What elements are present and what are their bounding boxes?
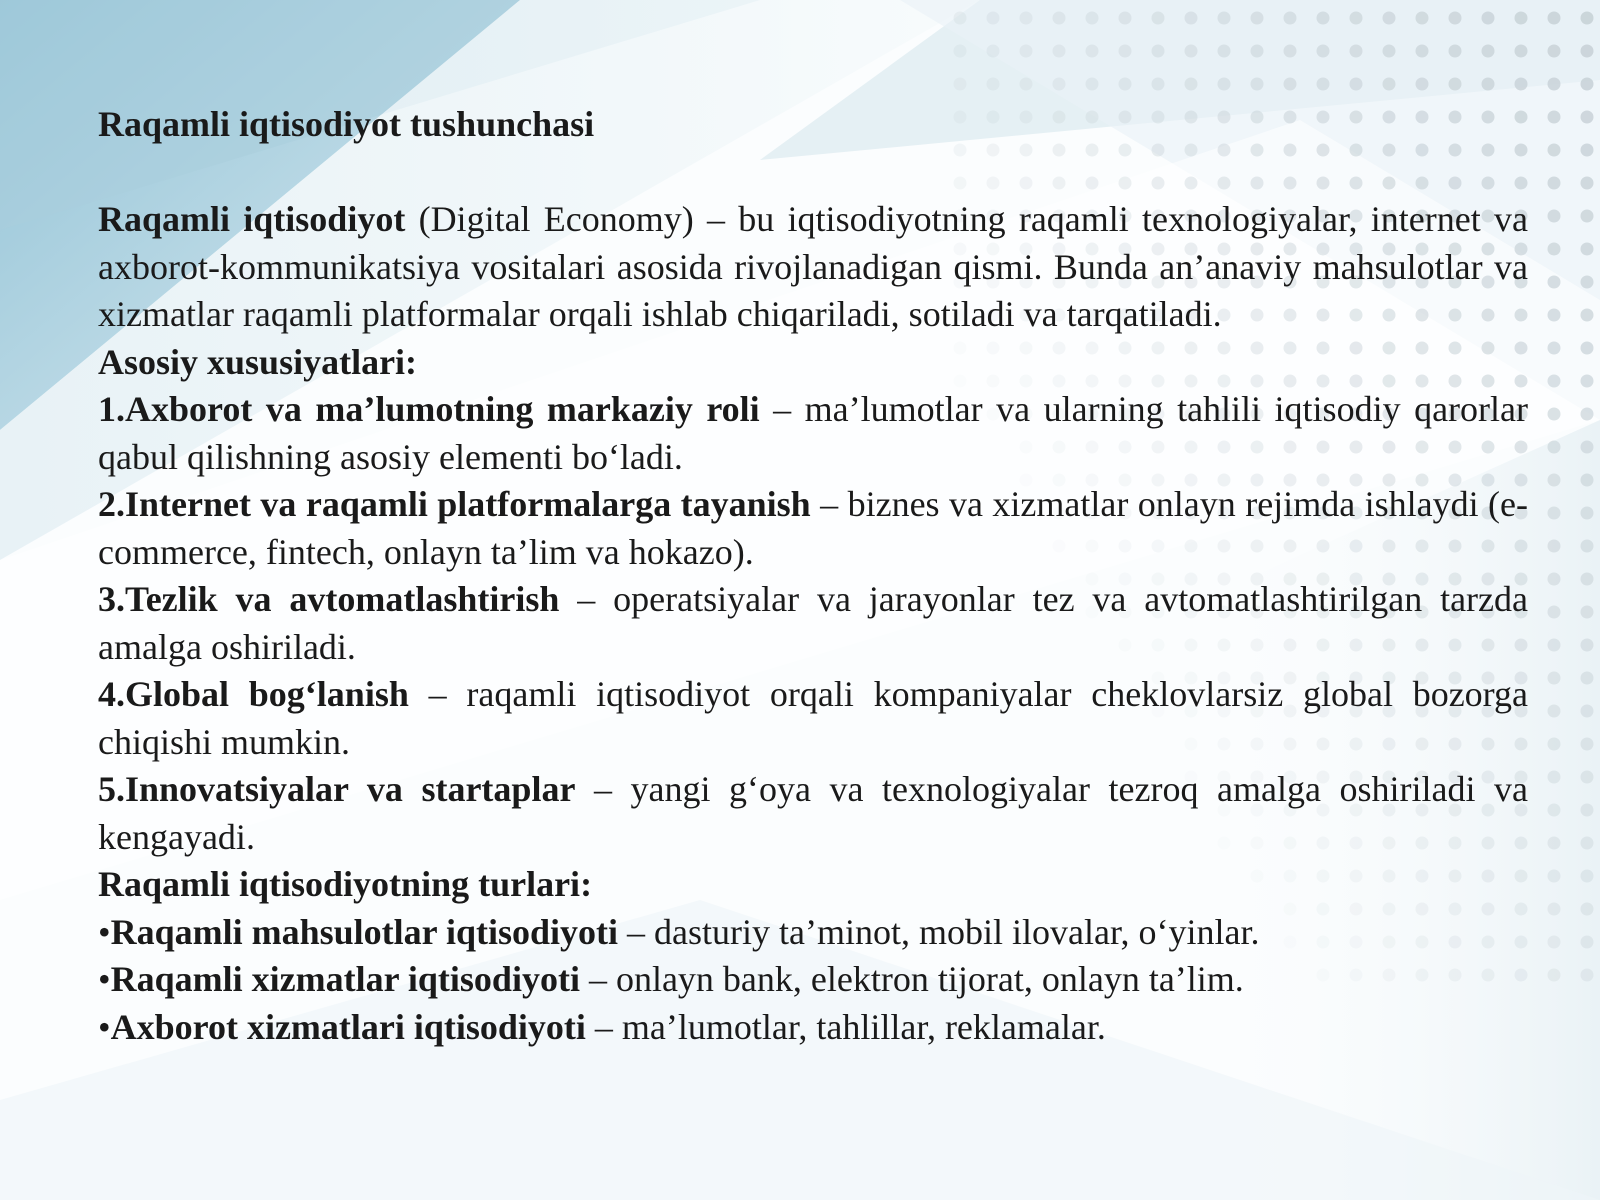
decor-dot — [1548, 243, 1561, 256]
decor-dot — [1581, 573, 1594, 586]
decor-dot — [1482, 12, 1495, 25]
decor-dot — [1581, 45, 1594, 58]
decor-dot — [1581, 969, 1594, 982]
decor-dot — [1581, 870, 1594, 883]
decor-dot — [954, 12, 967, 25]
decor-dot — [1515, 45, 1528, 58]
slide-title: Raqamli iqtisodiyot tushunchasi — [98, 104, 595, 144]
decor-dot — [1515, 78, 1528, 91]
decor-dot — [1251, 45, 1264, 58]
decor-dot — [1581, 507, 1594, 520]
decor-dot — [1548, 276, 1561, 289]
decor-dot — [1581, 177, 1594, 190]
decor-dot — [1548, 837, 1561, 850]
decor-dot — [1581, 639, 1594, 652]
decor-dot — [1581, 111, 1594, 124]
decor-dot — [1548, 309, 1561, 322]
decor-dot — [1086, 45, 1099, 58]
decor-dot — [1581, 606, 1594, 619]
decor-dot — [1251, 78, 1264, 91]
decor-dot — [1053, 78, 1066, 91]
decor-dot — [1581, 903, 1594, 916]
decor-dot — [1581, 738, 1594, 751]
decor-dot — [1020, 12, 1033, 25]
decor-dot — [1416, 78, 1429, 91]
feature-item — [98, 766, 1528, 861]
decor-dot — [1548, 507, 1561, 520]
feature-term: 4.Global bog‘lanish — [98, 674, 409, 714]
decor-dot — [1548, 969, 1561, 982]
decor-dot — [987, 12, 1000, 25]
decor-dot — [1581, 672, 1594, 685]
decor-dot — [1185, 78, 1198, 91]
decor-dot — [1383, 45, 1396, 58]
decor-dot — [1152, 45, 1165, 58]
decor-dot — [1449, 45, 1462, 58]
decor-dot — [1548, 738, 1561, 751]
decor-dot — [1482, 78, 1495, 91]
decor-dot — [1581, 78, 1594, 91]
decor-dot — [1020, 78, 1033, 91]
decor-dot — [1548, 573, 1561, 586]
decor-dot — [1548, 408, 1561, 421]
decor-dot — [1581, 540, 1594, 553]
type-text: – onlayn bank, elektron tijorat, onlayn ta’lim. — [579, 959, 1244, 999]
decor-dot — [1086, 12, 1099, 25]
decor-dot — [1581, 771, 1594, 784]
decor-dot — [1317, 45, 1330, 58]
decor-dot — [1053, 45, 1066, 58]
decor-dot — [1317, 12, 1330, 25]
decor-dot — [1548, 144, 1561, 157]
type-term: Axborot xizmatlari iqtisodiyoti — [110, 1006, 586, 1047]
type-term: Raqamli mahsulotlar iqtisodiyoti — [110, 911, 619, 952]
slide-content — [98, 100, 1528, 1051]
decor-dot — [1449, 78, 1462, 91]
decor-dot — [1581, 936, 1594, 949]
feature-item — [98, 576, 1528, 671]
features-heading: Asosiy xususiyatlari: — [98, 341, 418, 382]
decor-dot — [1548, 12, 1561, 25]
feature-text: – raqamli iqtisodiyot orqali kompaniyalar cheklovlarsiz global bozorga chiqishi mumkin. — [98, 674, 1528, 762]
decor-dot — [1581, 837, 1594, 850]
decor-dot — [1548, 45, 1561, 58]
definition-paragraph — [98, 196, 1528, 339]
decor-dot — [1548, 804, 1561, 817]
decor-dot — [1284, 12, 1297, 25]
decor-dot — [1548, 540, 1561, 553]
decor-dot — [1581, 309, 1594, 322]
decor-dot — [1119, 78, 1132, 91]
decor-dot — [1317, 78, 1330, 91]
decor-dot — [1086, 78, 1099, 91]
decor-dot — [1482, 45, 1495, 58]
decor-dot — [1053, 12, 1066, 25]
feature-text: – ma’lumotlar va ularning tahlili iqtisodiy qarorlar qabul qilishning asosiy elementi bo‘ladi. — [98, 389, 1528, 477]
decor-dot — [1548, 78, 1561, 91]
bullet-icon: • — [98, 911, 111, 952]
type-item — [98, 1004, 1528, 1052]
feature-term: 2.Internet va raqamli platformalarga tayanish — [98, 484, 811, 524]
type-item — [98, 909, 1528, 957]
type-text: – ma’lumotlar, tahlillar, reklamalar. — [585, 1006, 1106, 1047]
decor-dot — [1383, 12, 1396, 25]
definition-text: (Digital Economy) – bu iqtisodiyotning raqamli texnologiyalar, internet va axborot-kommunikatsiya vositalari asosida rivojlanadigan qismi. Bunda an’anaviy mahsulotlar va xizmatlar raqamli platformalar orqali ishlab chiqariladi, sotiladi va tarqatiladi. — [98, 199, 1528, 334]
decor-dot — [1218, 12, 1231, 25]
decor-dot — [1416, 12, 1429, 25]
decor-dot — [1284, 78, 1297, 91]
decor-dot — [1119, 12, 1132, 25]
definition-term: Raqamli iqtisodiyot — [98, 199, 406, 239]
decor-dot — [1548, 639, 1561, 652]
decor-dot — [1416, 45, 1429, 58]
decor-dot — [1581, 408, 1594, 421]
decor-dot — [1284, 45, 1297, 58]
decor-dot — [1548, 375, 1561, 388]
decor-dot — [1185, 45, 1198, 58]
feature-text: – biznes va xizmatlar onlayn rejimda ishlaydi (e-commerce, fintech, onlayn ta’lim va hokazo). — [98, 484, 1528, 572]
decor-dot — [1548, 474, 1561, 487]
decor-dot — [1152, 78, 1165, 91]
feature-text: – yangi g‘oya va texnologiyalar tezroq amalga oshiriladi va kengayadi. — [98, 769, 1528, 857]
type-term: Raqamli xizmatlar iqtisodiyoti — [110, 959, 580, 999]
decor-dot — [987, 45, 1000, 58]
decor-dot — [1152, 12, 1165, 25]
type-item — [98, 956, 1528, 1004]
decor-dot — [1548, 705, 1561, 718]
decor-dot — [954, 45, 967, 58]
decor-dot — [1515, 12, 1528, 25]
decor-dot — [1548, 210, 1561, 223]
decor-dot — [1581, 474, 1594, 487]
decor-dot — [1581, 276, 1594, 289]
decor-dot — [1581, 243, 1594, 256]
decor-dot — [1548, 342, 1561, 355]
types-heading: Raqamli iqtisodiyotning turlari: — [98, 864, 593, 904]
feature-item — [98, 671, 1528, 766]
decor-dot — [1350, 12, 1363, 25]
decor-dot — [1218, 78, 1231, 91]
decor-dot — [1581, 12, 1594, 25]
decor-dot — [1548, 771, 1561, 784]
decor-dot — [1548, 606, 1561, 619]
decor-dot — [1548, 903, 1561, 916]
decor-dot — [1581, 375, 1594, 388]
decor-dot — [1350, 78, 1363, 91]
decor-dot — [1350, 45, 1363, 58]
feature-term: 5.Innovatsiyalar va startaplar — [98, 769, 576, 809]
feature-term: 1.Axborot va ma’lumotning markaziy roli — [98, 389, 760, 429]
decor-dot — [1581, 210, 1594, 223]
decor-dot — [1449, 12, 1462, 25]
feature-item — [98, 481, 1528, 576]
decor-dot — [1119, 45, 1132, 58]
decor-dot — [1581, 705, 1594, 718]
decor-dot — [1548, 441, 1561, 454]
decor-dot — [1548, 177, 1561, 190]
decor-dot — [1548, 936, 1561, 949]
decor-dot — [1383, 78, 1396, 91]
decor-dot — [987, 78, 1000, 91]
decor-dot — [1251, 12, 1264, 25]
feature-term: 3.Tezlik va avtomatlashtirish — [98, 579, 560, 619]
decor-dot — [1548, 672, 1561, 685]
decor-dot — [1581, 804, 1594, 817]
bullet-icon: • — [98, 1006, 111, 1047]
decor-dot — [1548, 870, 1561, 883]
type-text: – dasturiy ta’minot, mobil ilovalar, o‘yinlar. — [618, 911, 1260, 952]
decor-dot — [1218, 45, 1231, 58]
decor-dot — [1020, 45, 1033, 58]
decor-dot — [1185, 12, 1198, 25]
decor-dot — [1581, 441, 1594, 454]
decor-dot — [1548, 111, 1561, 124]
feature-text: – operatsiyalar va jarayonlar tez va avtomatlashtirilgan tarzda amalga oshiriladi. — [98, 579, 1528, 667]
decor-dot — [954, 78, 967, 91]
decor-dot — [1581, 342, 1594, 355]
decor-dot — [1581, 144, 1594, 157]
bullet-icon: • — [98, 959, 111, 999]
feature-item — [98, 386, 1528, 481]
